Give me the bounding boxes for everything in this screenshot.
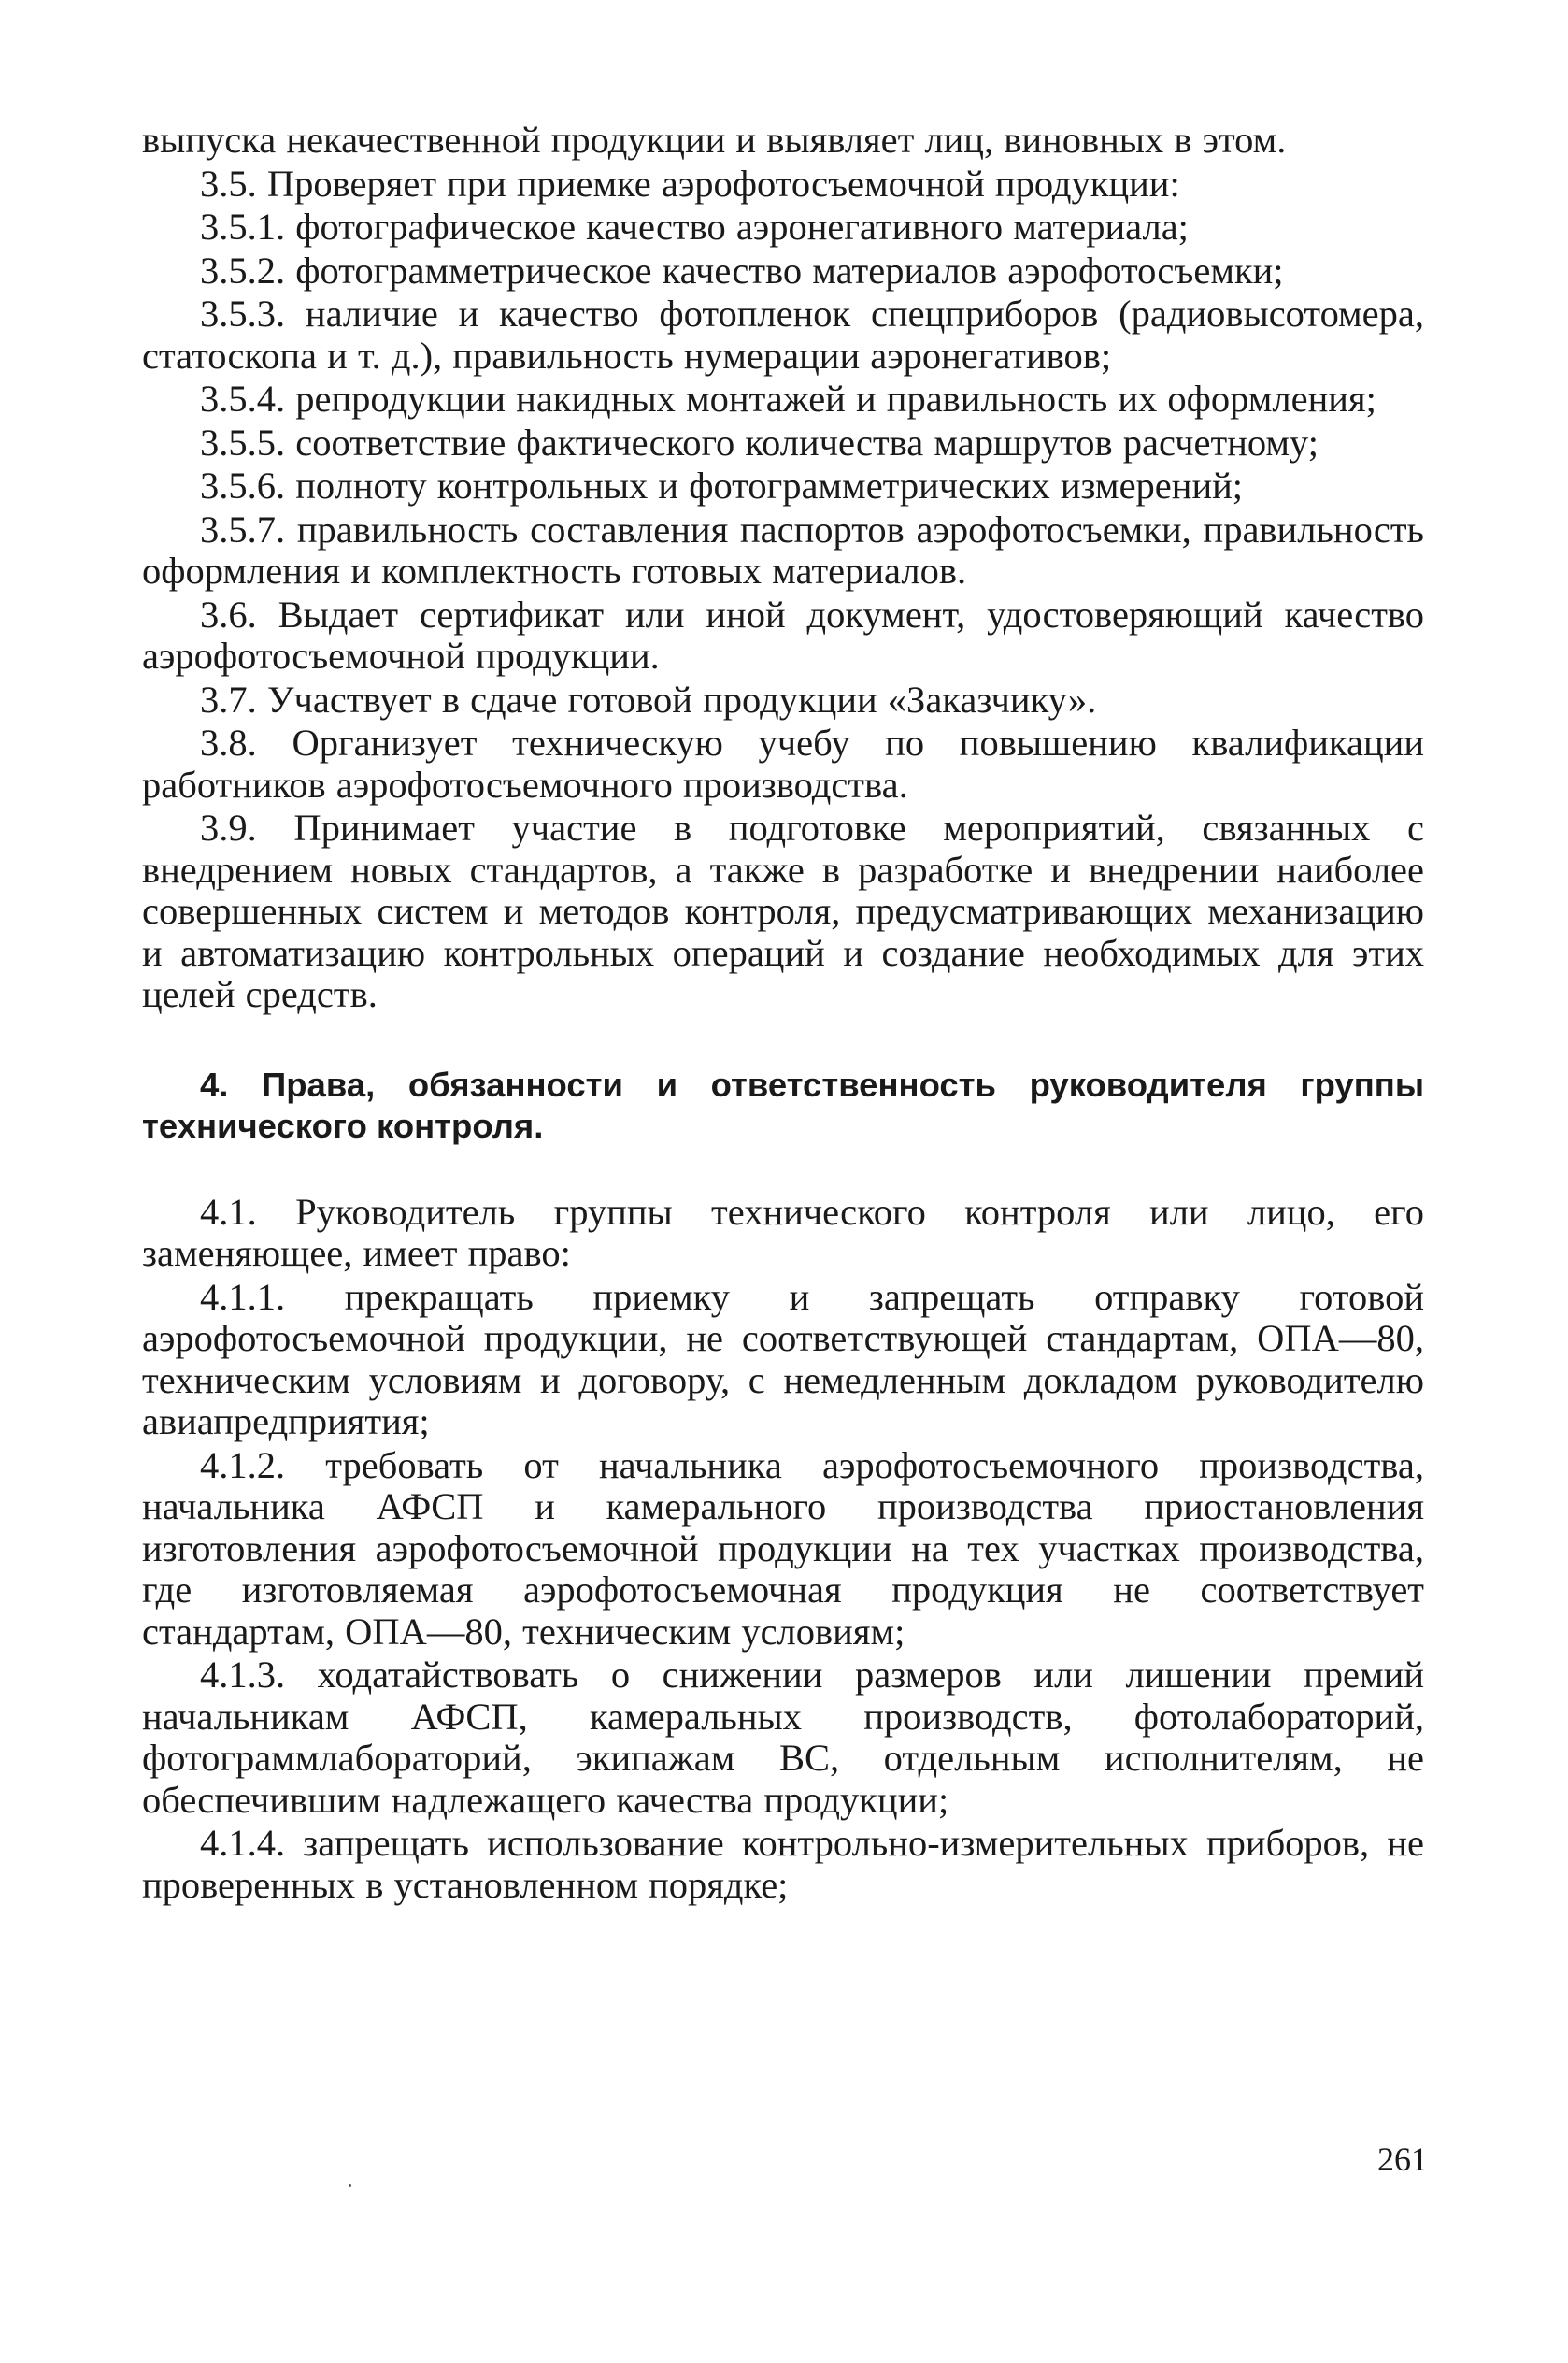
paragraph-3-5-6: 3.5.6. полноту контрольных и фотограмметрических измерений; [200,465,1244,507]
page-body [142,120,1424,1906]
paragraph-3-5-4: 3.5.4. репродукции накидных монтажей и правильность их оформления; [200,378,1376,420]
paragraph-3-6: 3.6. Выдает сертификат или иной документ, удостоверяющий качество аэрофотосъемочной продукции. [142,593,1424,677]
paragraph-4-1: 4.1. Руководитель группы технического контроля или лицо, его заменяющее, имеет право: [142,1190,1424,1274]
paragraph-3-8: 3.8. Организует техническую учебу по повышению квалификации работников аэрофотосъемочного производства. [142,722,1424,806]
section-3-continuation [142,120,1424,1016]
paragraph-3-5-3: 3.5.3. наличие и качество фотопленок спецприборов (радиовысотомера, статоскопа и т. д.), правильность нумерации аэронегативов; [142,293,1424,377]
paragraph-4-1-2: 4.1.2. требовать от начальника аэрофотосъемочного производства, начальника АФСП и камерального производства приостановления изготовления аэрофотосъемочной продукции на тех участках производства, где изготовляемая аэрофотосъемочная продукция не соответствует стандартам, ОПА—80, техническим условиям; [142,1443,1424,1653]
print-speck [349,2184,351,2187]
paragraph-3-5-2: 3.5.2. фотограмметрическое качество материалов аэрофотосъемки; [200,249,1284,292]
page-number: 261 [1377,2141,1428,2178]
paragraph-3-5-5: 3.5.5. соответствие фактического количества маршрутов расчетному; [200,421,1319,464]
paragraph-4-1-1: 4.1.1. прекращать приемку и запрещать отправку готовой аэрофотосъемочной продукции, не соответствующей стандартам, ОПА—80, техническим условиям и договору, с немедленным докладом руководителю авиапредприятия; [142,1275,1424,1442]
paragraph-3-5: 3.5. Проверяет при приемке аэрофотосъемочной продукции: [200,162,1180,205]
paragraph-4-1-4: 4.1.4. запрещать использование контрольно-измерительных приборов, не проверенных в установленном порядке; [142,1822,1424,1906]
paragraph: выпуска некачественной продукции и выявляет лиц, виновных в этом. [142,119,1287,161]
paragraph-3-5-1: 3.5.1. фотографическое качество аэронегативного материала; [200,206,1189,248]
paragraph-3-9: 3.9. Принимает участие в подготовке мероприятий, связанных с внедрением новых стандартов, а также в разработке и внедрении наиболее совершенных систем и методов контроля, предусматривающих механизацию и автоматизацию контрольных операций и создание необходимых для этих целей средств. [142,807,1424,1015]
paragraph-3-7: 3.7. Участвует в сдаче готовой продукции «Заказчику». [200,678,1097,721]
paragraph-3-5-7: 3.5.7. правильность составления паспортов аэрофотосъемки, правильность оформления и комплектность готовых материалов. [142,508,1424,592]
section-4-heading: 4. Права, обязанности и ответственность руководителя группы технического контроля. [142,1065,1424,1145]
paragraph-4-1-3: 4.1.3. ходатайствовать о снижении размеров или лишении премий начальникам АФСП, камеральных производств, фотолабораторий, фотограммлабораторий, экипажам ВС, отдельным исполнителям, не обеспечившим надлежащего качества продукции; [142,1654,1424,1821]
section-4 [142,1192,1424,1907]
